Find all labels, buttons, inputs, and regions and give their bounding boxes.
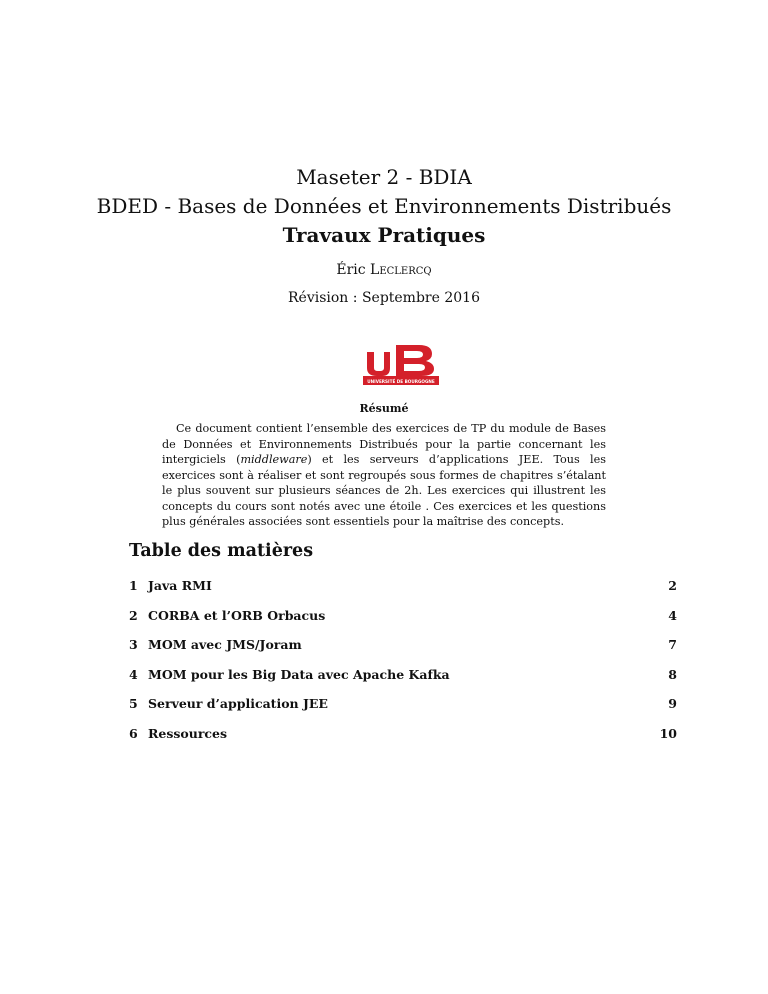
toc-entry-title: MOM avec JMS/Joram	[148, 637, 302, 652]
toc-entry-page: 2	[668, 578, 677, 593]
abstract-part-1: Ce document contient l’ensemble des exercices de TP du module de Bases de Données et Environnements Distribués pour la partie concernant les intergiciels (	[162, 422, 606, 466]
author-first-name: Éric	[336, 262, 366, 278]
toc-entry-page: 4	[668, 607, 677, 623]
toc-entry-number: 5	[129, 696, 138, 711]
toc-entry-number: 2	[129, 607, 138, 623]
document-title: Travaux Pratiques	[282, 223, 486, 247]
toc-entry-number: 3	[129, 637, 138, 652]
toc-entry-mom-jms[interactable]	[129, 637, 677, 667]
toc-entry-page: 8	[668, 666, 677, 682]
course-title: BDED - Bases de Données et Environnements Distribués	[96, 194, 672, 218]
abstract-title: Résumé	[359, 402, 409, 415]
revision-date: Révision : Septembre 2016	[288, 290, 480, 306]
toc-heading: Table des matières	[129, 541, 314, 561]
toc-entry-title: Java RMI	[148, 578, 212, 593]
abstract-text	[162, 421, 606, 530]
toc-entry-number: 6	[129, 725, 138, 741]
toc-entry-title: CORBA et l’ORB Orbacus	[148, 607, 326, 623]
toc-entry-page: 9	[668, 696, 677, 711]
toc-entry-number: 4	[129, 666, 138, 682]
toc-entry-page: 7	[668, 637, 677, 652]
toc-entry-title: MOM pour les Big Data avec Apache Kafka	[148, 666, 450, 682]
toc-entry-java-rmi[interactable]	[129, 578, 677, 608]
university-logo	[363, 343, 439, 385]
toc-entry-number: 1	[129, 578, 138, 593]
logo-caption: UNIVERSITÉ DE BOURGOGNE	[367, 379, 435, 384]
title-block	[0, 163, 768, 250]
author	[0, 262, 768, 278]
toc-entry-mom-kafka[interactable]	[129, 667, 677, 697]
logo-letter-u	[367, 352, 390, 376]
table-of-contents	[129, 578, 677, 755]
toc-entry-title: Serveur d’application JEE	[148, 696, 328, 711]
abstract-part-2: ) et les serveurs d’applications JEE. Tous les exercices sont à réaliser et sont regroupés sous formes de chapitres s’étalant le plus souvent sur plusieurs séances de 2h. Les exercices qui illustrent les concepts du cours sont notés avec une étoile . Ces exercices et les questions plus générales associées sont essentiels pour la maîtrise des concepts.	[162, 453, 606, 528]
toc-entry-title: Ressources	[148, 725, 228, 741]
course-level: Maseter 2 - BDIA	[296, 165, 472, 189]
toc-entry-resources[interactable]	[129, 726, 677, 756]
author-last-name: Leclercq	[370, 262, 432, 278]
logo-letter-b	[396, 345, 434, 376]
toc-entry-jee-server[interactable]	[129, 696, 677, 726]
abstract-italic: middleware	[240, 453, 308, 466]
toc-entry-page: 10	[659, 725, 677, 741]
toc-entry-corba[interactable]	[129, 608, 677, 638]
